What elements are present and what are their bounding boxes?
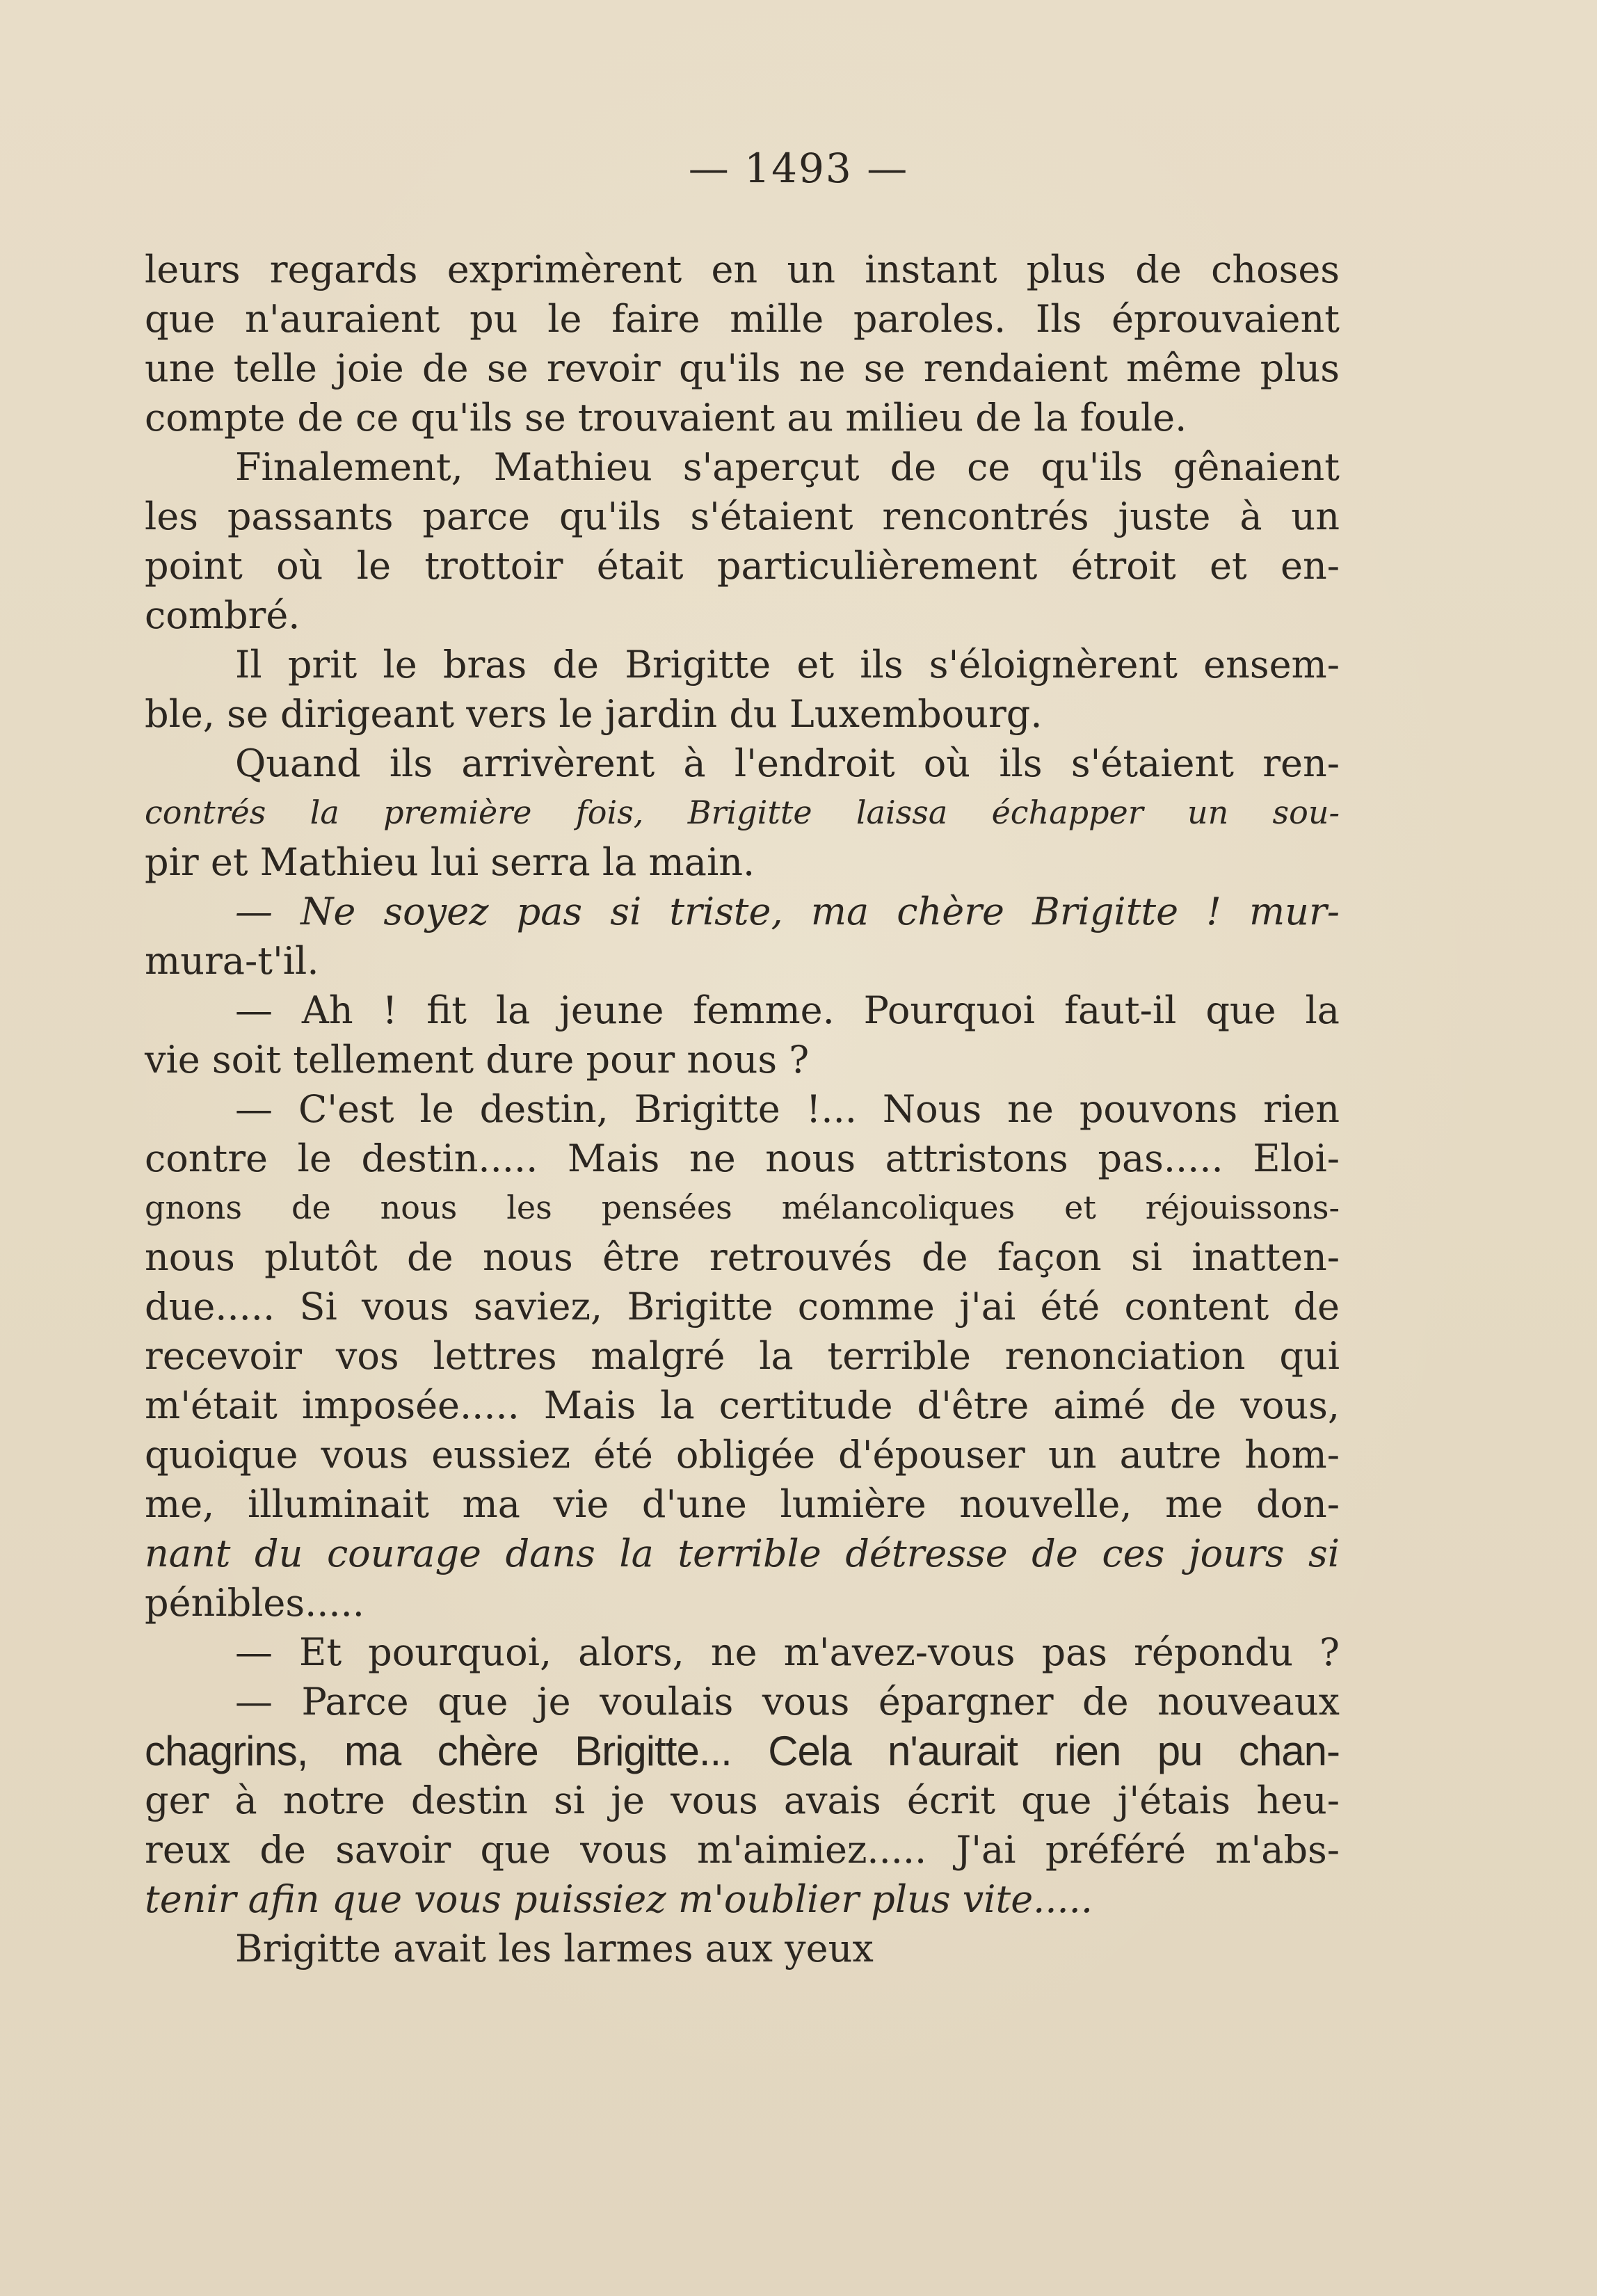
text-line: point où le trottoir était particulièrement étroit et en- bbox=[145, 544, 1340, 588]
text-line: compte de ce qu'ils se trouvaient au milieu de la foule. bbox=[145, 396, 1187, 440]
text-line: chagrins, ma chère Brigitte... Cela n'aurait rien pu chan- bbox=[145, 1728, 1340, 1774]
text-line: que n'auraient pu le faire mille paroles. Ils éprouvaient bbox=[145, 297, 1340, 341]
text-line: les passants parce qu'ils s'étaient rencontrés juste à un bbox=[145, 495, 1340, 538]
text-line: tenir afin que vous puissiez m'oublier plus vite..... bbox=[145, 1877, 1093, 1921]
text-line: quoique vous eussiez été obligée d'épouser un autre hom- bbox=[145, 1433, 1340, 1477]
text-line: contrés la première fois, Brigitte laissa échapper un sou- bbox=[145, 794, 1340, 831]
text-line: — Et pourquoi, alors, ne m'avez-vous pas répondu ? bbox=[235, 1630, 1340, 1674]
text-line: due..... Si vous saviez, Brigitte comme j'ai été content de bbox=[145, 1285, 1340, 1328]
text-line: une telle joie de se revoir qu'ils ne se rendaient même plus bbox=[145, 346, 1340, 390]
text-line: Quand ils arrivèrent à l'endroit où ils s'étaient ren- bbox=[235, 741, 1340, 785]
body-text bbox=[145, 245, 1340, 1973]
text-line: combré. bbox=[145, 593, 300, 637]
text-line: me, illuminait ma vie d'une lumière nouvelle, me don- bbox=[145, 1482, 1340, 1526]
text-line: nous plutôt de nous être retrouvés de façon si inatten- bbox=[145, 1235, 1340, 1279]
text-line: Il prit le bras de Brigitte et ils s'éloignèrent ensem- bbox=[235, 643, 1340, 687]
text-line: m'était imposée..... Mais la certitude d'être aimé de vous, bbox=[145, 1383, 1340, 1427]
text-line: ger à notre destin si je vous avais écrit que j'étais heu- bbox=[145, 1779, 1340, 1822]
text-line: vie soit tellement dure pour nous ? bbox=[145, 1038, 810, 1082]
text-line: ble, se dirigeant vers le jardin du Luxembourg. bbox=[145, 692, 1043, 736]
text-line: pénibles..... bbox=[145, 1581, 364, 1625]
text-line: leurs regards exprimèrent en un instant plus de choses bbox=[145, 248, 1340, 291]
text-line: — Ne soyez pas si triste, ma chère Brigitte ! mur- bbox=[235, 890, 1340, 933]
text-line: nant du courage dans la terrible détresse de ces jours si bbox=[145, 1532, 1340, 1575]
text-line: — C'est le destin, Brigitte !... Nous ne pouvons rien bbox=[235, 1087, 1340, 1131]
page-number: — 1493 — bbox=[688, 145, 909, 192]
text-line: contre le destin..... Mais ne nous attristons pas..... Eloi- bbox=[145, 1137, 1340, 1180]
text-line: Finalement, Mathieu s'aperçut de ce qu'ils gênaient bbox=[235, 445, 1340, 489]
text-line: gnons de nous les pensées mélancoliques et réjouissons- bbox=[145, 1189, 1340, 1226]
text-line: — Parce que je voulais vous épargner de nouveaux bbox=[235, 1680, 1340, 1724]
text-line: mura-t'il. bbox=[145, 939, 319, 983]
text-line: Brigitte avait les larmes aux yeux bbox=[235, 1927, 874, 1970]
text-line: recevoir vos lettres malgré la terrible renonciation qui bbox=[145, 1334, 1340, 1378]
text-line: — Ah ! fit la jeune femme. Pourquoi faut-il que la bbox=[235, 988, 1340, 1032]
text-line: pir et Mathieu lui serra la main. bbox=[145, 840, 755, 884]
text-line: reux de savoir que vous m'aimiez..... J'ai préféré m'abs- bbox=[145, 1828, 1340, 1872]
